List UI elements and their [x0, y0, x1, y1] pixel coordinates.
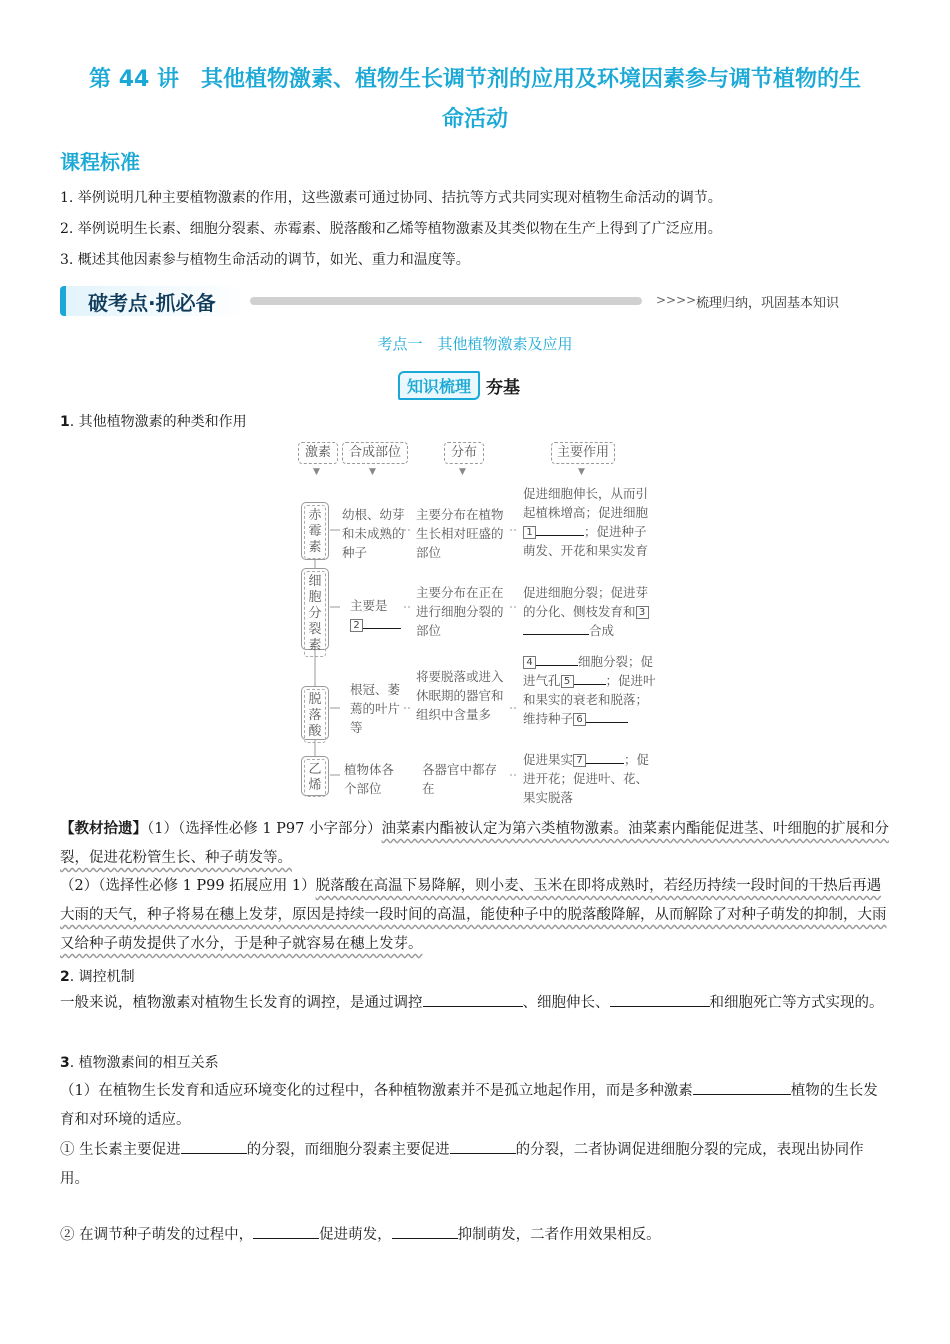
fill-blank — [423, 989, 523, 1007]
hormone-name: 细胞分裂素 — [304, 571, 326, 657]
knowledge-label: 知识梳理 — [398, 371, 480, 400]
effect-text: 合成 — [589, 623, 615, 638]
blank-7 — [586, 763, 624, 764]
hormone-box-cytokinin — [301, 568, 329, 653]
standard-item-2: 2. 举例说明生长素、细胞分裂素、赤霉素、脱落酸和乙烯等植物激素及其类似物在生产上得到了广泛应用。 — [60, 221, 722, 237]
site-text: 主要是 — [350, 598, 388, 613]
blank-number: 4 — [523, 656, 536, 669]
section-2-text-b: 、细胞伸长、 — [522, 995, 610, 1011]
blank-5 — [574, 684, 606, 685]
effect-text: ；促进叶和果实的衰老和脱落；维持种子 — [523, 673, 656, 726]
hormone-box-abscisic-acid — [301, 686, 329, 740]
hormone-name: 赤霉素 — [304, 505, 326, 559]
section-3-num: 3 — [60, 1055, 70, 1071]
down-arrow-icon: ▼ — [313, 467, 320, 477]
fill-blank — [181, 1136, 247, 1154]
section-2-heading — [60, 966, 135, 986]
section-1-num: 1 — [60, 414, 70, 430]
blank-6 — [586, 722, 628, 723]
blank-2 — [363, 628, 401, 629]
effect-text: 促进果实 — [523, 752, 574, 767]
section-2-text-a: 一般来说，植物激素对植物生长发育的调控，是通过调控 — [60, 995, 423, 1011]
knowledge-suffix: 夯基 — [486, 378, 521, 398]
blank-number: 5 — [561, 675, 574, 688]
fill-blank — [450, 1136, 516, 1154]
section-3-p2-c: 的分裂，二者协调促进细胞分裂的完成，表现出协同作用。 — [60, 1142, 864, 1187]
header-hormone: 激素 — [298, 442, 338, 464]
effect-text: 细胞分裂；促进气孔 — [523, 654, 654, 688]
lecture-title-line-2: 命活动 — [441, 107, 508, 132]
chevron-right-icon: >>>> — [656, 293, 697, 307]
blank-number: 3 — [636, 606, 649, 619]
section-3-p2-a: ① 生长素主要促进 — [60, 1142, 181, 1158]
effect-text: ；促进种子萌发、开花和果实发育 — [523, 524, 649, 558]
jiaocai-ref-2: （2）（选择性必修 1 P99 拓展应用 1） — [60, 878, 316, 894]
down-arrow-icon: ▼ — [459, 467, 466, 477]
section-3-p3-a: ② 在调节种子萌发的过程中， — [60, 1227, 254, 1243]
blank-1 — [536, 535, 584, 536]
knowledge-badge — [398, 371, 520, 401]
banner-subtitle: 梳理归纳，巩固基本知识 — [696, 296, 840, 311]
jiaocai-paragraph-1 — [60, 814, 890, 873]
jiaocai-text-1: 油菜素内酯被认定为第六类植物激素。油菜素内酯能促进茎、叶细胞的扩展和分裂，促进花粉管生长、种子萌发等。 — [60, 821, 889, 866]
jiaocai-text-2: 脱落酸在高温下易降解，则小麦、玉米在即将成熟时，若经历持续一段时间的干热后再遇大雨的天气，种子将易在穗上发芽，原因是持续一段时间的高温，能使种子中的脱落酸降解，从而解除了对种子萌发的抑制，大雨又给种子萌发提供了水分，于是种子就容易在穗上发芽。 — [60, 878, 887, 952]
blank-3 — [523, 634, 589, 635]
effect-gibberellin — [523, 484, 657, 560]
effect-text: ；促进开花；促进叶、花、果实脱落 — [523, 752, 650, 805]
section-3-heading — [60, 1052, 219, 1072]
section-3-paragraph-3 — [60, 1221, 890, 1250]
section-3-p1-a: （1）在植物生长发育和适应环境变化的过程中，各种植物激素并不是孤立地起作用，而是多种激素 — [60, 1083, 693, 1099]
site-ethylene: 植物体各个部位 — [344, 762, 395, 796]
site-abscisic-acid: 根冠、萎蔫的叶片等 — [350, 682, 401, 735]
distribution-gibberellin: 主要分布在植物生长相对旺盛的部位 — [416, 507, 504, 560]
header-effect: 主要作用 — [551, 442, 615, 464]
distribution-cytokinin: 主要分布在正在进行细胞分裂的部位 — [416, 585, 504, 638]
section-3-title: . 植物激素间的相互关系 — [69, 1055, 219, 1071]
banner-title: 破考点·抓必备 — [88, 291, 216, 315]
site-cytokinin — [350, 596, 410, 634]
section-3-paragraph-1 — [60, 1077, 890, 1135]
standards-heading: 课程标准 — [60, 150, 140, 174]
blank-number: 6 — [573, 713, 586, 726]
hormone-name: 乙烯 — [304, 759, 326, 797]
down-arrow-icon: ▼ — [578, 467, 585, 477]
standard-item-1: 1. 举例说明几种主要植物激素的作用，这些激素可通过协同、拮抗等方式共同实现对植物生命活动的调节。 — [60, 190, 722, 206]
lecture-title — [40, 60, 910, 140]
header-site: 合成部位 — [342, 442, 408, 464]
effect-text: 促进细胞分裂；促进芽的分化、侧枝发育和 — [523, 585, 649, 619]
section-1-heading — [60, 411, 247, 431]
hormone-name: 脱落酸 — [304, 689, 326, 743]
jiaocai-label: 【教材拾遗】 — [60, 820, 147, 837]
jiaocai-ref-1: （1）（选择性必修 1 P97 小字部分） — [147, 821, 382, 837]
header-distribution: 分布 — [444, 442, 484, 464]
kaodian-title: 考点一 其他植物激素及应用 — [377, 335, 573, 353]
effect-cytokinin — [523, 583, 657, 640]
section-2-text-c: 和细胞死亡等方式实现的。 — [709, 995, 884, 1011]
distribution-ethylene: 各器官中都存在 — [422, 762, 498, 796]
hormone-box-gibberellin — [301, 502, 329, 560]
section-3-p1-b: 植物的生长发育和对环境的适应。 — [60, 1083, 878, 1128]
site-gibberellin: 幼根、幼芽和未成熟的种子 — [342, 507, 405, 560]
standard-item-3: 3. 概述其他因素参与植物生命活动的调节，如光、重力和温度等。 — [60, 252, 470, 268]
section-2-title: . 调控机制 — [69, 969, 135, 985]
blank-number: 7 — [573, 754, 586, 767]
section-2-paragraph — [60, 989, 890, 1018]
distribution-abscisic-acid: 将要脱落或进入休眠期的器官和组织中含量多 — [416, 669, 504, 722]
blank-number: 1 — [523, 526, 536, 539]
section-3-p3-b: 促进萌发， — [319, 1227, 392, 1243]
section-3-p2-b: 的分裂，而细胞分裂素主要促进 — [246, 1142, 450, 1158]
fill-blank — [253, 1221, 319, 1239]
fill-blank — [392, 1221, 458, 1239]
section-2-num: 2 — [60, 969, 70, 985]
effect-ethylene — [523, 750, 657, 807]
section-3-paragraph-2 — [60, 1136, 890, 1194]
hormone-box-ethylene — [301, 756, 329, 796]
section-banner — [60, 284, 860, 318]
down-arrow-icon: ▼ — [369, 467, 376, 477]
fill-blank — [610, 989, 710, 1007]
fill-blank — [693, 1077, 791, 1095]
section-1-title: . 其他植物激素的种类和作用 — [69, 414, 247, 430]
section-3-p3-c: 抑制萌发，二者作用效果相反。 — [457, 1227, 661, 1243]
banner-tab — [60, 286, 246, 316]
blank-number: 2 — [350, 619, 363, 632]
blank-4 — [536, 665, 578, 666]
jiaocai-paragraph-2 — [60, 872, 890, 959]
lecture-title-line-1: 第 44 讲 其他植物激素、植物生长调节剂的应用及环境因素参与调节植物的生 — [89, 67, 861, 92]
effect-abscisic-acid — [523, 652, 657, 728]
effect-text: 促进细胞伸长，从而引起植株增高；促进细胞 — [523, 486, 649, 520]
banner-divider — [250, 297, 642, 305]
